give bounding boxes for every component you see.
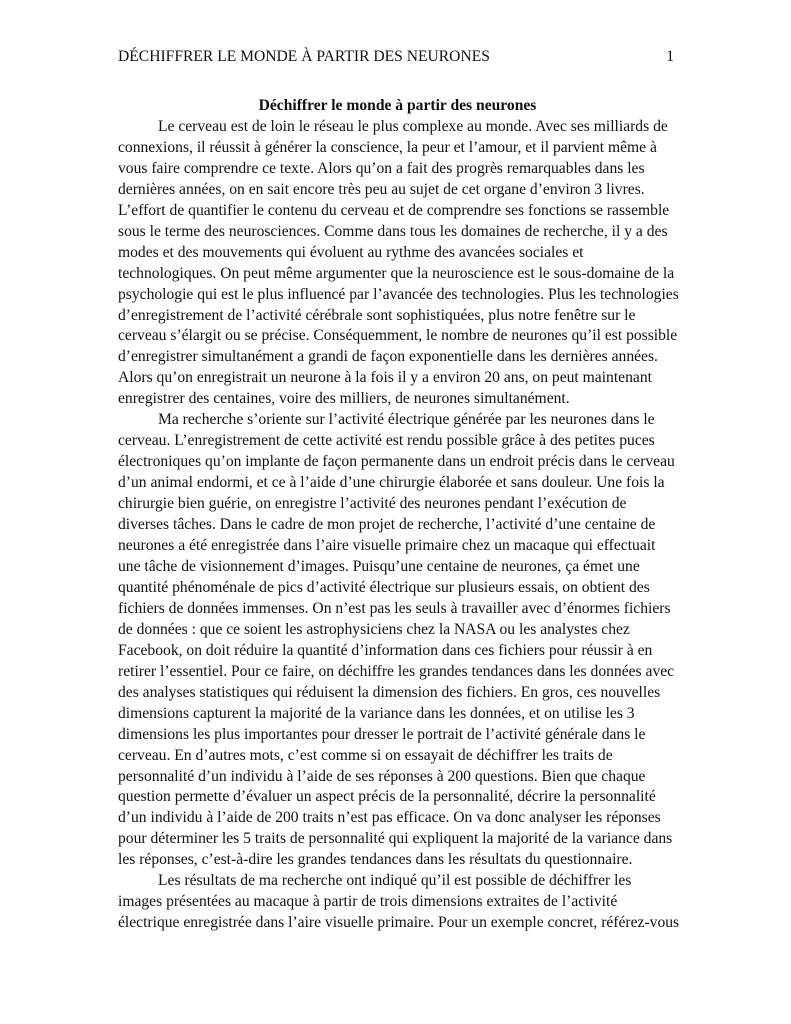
paragraph-list — [118, 117, 680, 934]
text-line: quantité phénoménale de pics d’activité électrique sur plusieurs essais, on obtient des — [118, 578, 650, 596]
text-line: Ma recherche s’oriente sur l’activité électrique générée par les neurones dans le — [158, 411, 655, 429]
running-head — [118, 47, 674, 67]
text-line: L’effort de quantifier le contenu du cerveau et de comprendre ses fonctions se rassemble — [118, 201, 670, 219]
document-body — [118, 96, 680, 934]
text-line: d’enregistrement de l’activité cérébrale sont sophistiquées, plus notre fenêtre sur le — [118, 306, 636, 324]
text-line: personnalité d’un individu à l’aide de ses réponses à 200 questions. Bien que chaque — [118, 767, 646, 785]
body-paragraph — [118, 410, 677, 871]
text-line: dernières années, on en sait encore très peu au sujet de cet organe d’environ 3 livres. — [118, 180, 645, 198]
text-line: Alors qu’on enregistrait un neurone à la fois il y a environ 20 ans, on peut maintenant — [118, 369, 652, 387]
text-line: une tâche de visionnement d’images. Puisqu’une centaine de neurones, ça émet une — [118, 557, 640, 575]
text-line: technologiques. On peut même argumenter que la neuroscience est le sous-domaine de la — [118, 264, 675, 282]
body-paragraph — [118, 117, 677, 410]
text-line: fichiers de données immenses. On n’est pas les seuls à travailler avec d’énormes fichiers — [118, 599, 671, 617]
text-line: question permette d’évaluer un aspect précis de la personnalité, décrire la personnalité — [118, 788, 656, 806]
body-paragraph — [118, 871, 680, 934]
text-line: électrique enregistrée dans l’aire visuelle primaire. Pour un exemple concret, référez-vous — [118, 914, 680, 932]
text-line: Facebook, on doit réduire la quantité d’information dans ces fichiers pour réussir à en — [118, 641, 653, 659]
text-line: modes et des mouvements qui évoluent au rythme des avancées sociales et — [118, 243, 584, 261]
text-line: sous le terme des neurosciences. Comme dans tous les domaines de recherche, il y a des — [118, 222, 668, 240]
text-line: neurones a été enregistrée dans l’aire visuelle primaire chez un macaque qui effectuait — [118, 537, 656, 555]
text-line: électroniques qu’on implante de façon permanente dans un endroit précis dans le cerveau — [118, 453, 675, 471]
text-line: Les résultats de ma recherche ont indiqué qu’il est possible de déchiffrer les — [158, 872, 632, 890]
text-line: d’un individu à l’aide de 200 traits n’est pas efficace. On va donc analyser les réponses — [118, 809, 661, 827]
text-line: de données : que ce soient les astrophysiciens chez la NASA ou les analystes chez — [118, 620, 630, 638]
text-line: diverses tâches. Dans le cadre de mon projet de recherche, l’activité d’une centaine de — [118, 516, 656, 534]
text-line: psychologie qui est le plus influencé par l’avancée des technologies. Plus les technologies — [118, 285, 679, 303]
text-line: pour déterminer les 5 traits de personnalité qui expliquent la majorité de la variance dans — [118, 830, 673, 848]
text-line: dimensions les plus importantes pour dresser le portrait de l’activité générale dans le — [118, 725, 646, 743]
text-line: cerveau. En d’autres mots, c’est comme si on essayait de déchiffrer les traits de — [118, 746, 613, 764]
text-line: dimensions capturent la majorité de la variance dans les données, et on utilise les 3 — [118, 704, 635, 722]
running-head-title: DÉCHIFFRER LE MONDE À PARTIR DES NEURONES — [118, 48, 490, 65]
page-number: 1 — [666, 48, 674, 65]
document-title: Déchiffrer le monde à partir des neurones — [258, 97, 537, 114]
text-line: connexions, il réussit à générer la conscience, la peur et l’amour, et il parvient même à — [118, 138, 657, 156]
text-line: cerveau s’élargit ou se précise. Conséquemment, le nombre de neurones qu’il est possible — [118, 327, 678, 345]
text-line: Le cerveau est de loin le réseau le plus complexe au monde. Avec ses milliards de — [158, 117, 668, 135]
text-line: les réponses, c’est-à-dire les grandes tendances dans les résultats du questionnaire. — [118, 851, 633, 869]
text-line: vous faire comprendre ce texte. Alors qu’on a fait des progrès remarquables dans les — [118, 159, 645, 177]
text-line: chirurgie bien guérie, on enregistre l’activité des neurones pendant l’exécution de — [118, 495, 627, 513]
text-line: des analyses statistiques qui réduisent la dimension des fichiers. En gros, ces nouvelles — [118, 683, 661, 701]
text-line: d’enregistrer simultanément a grandi de façon exponentielle dans les dernières années. — [118, 348, 658, 366]
text-line: enregistrer des centaines, voire des milliers, de neurones simultanément. — [118, 390, 570, 408]
text-line: retirer l’essentiel. Pour ce faire, on déchiffre les grandes tendances dans les données avec — [118, 662, 675, 680]
text-line: d’un animal endormi, et ce à l’aide d’une chirurgie élaborée et sans douleur. Une fois la — [118, 474, 665, 492]
text-line: images présentées au macaque à partir de trois dimensions extraites de l’activité — [118, 893, 618, 911]
text-line: cerveau. L’enregistrement de cette activité est rendu possible grâce à des petites puces — [118, 432, 655, 450]
